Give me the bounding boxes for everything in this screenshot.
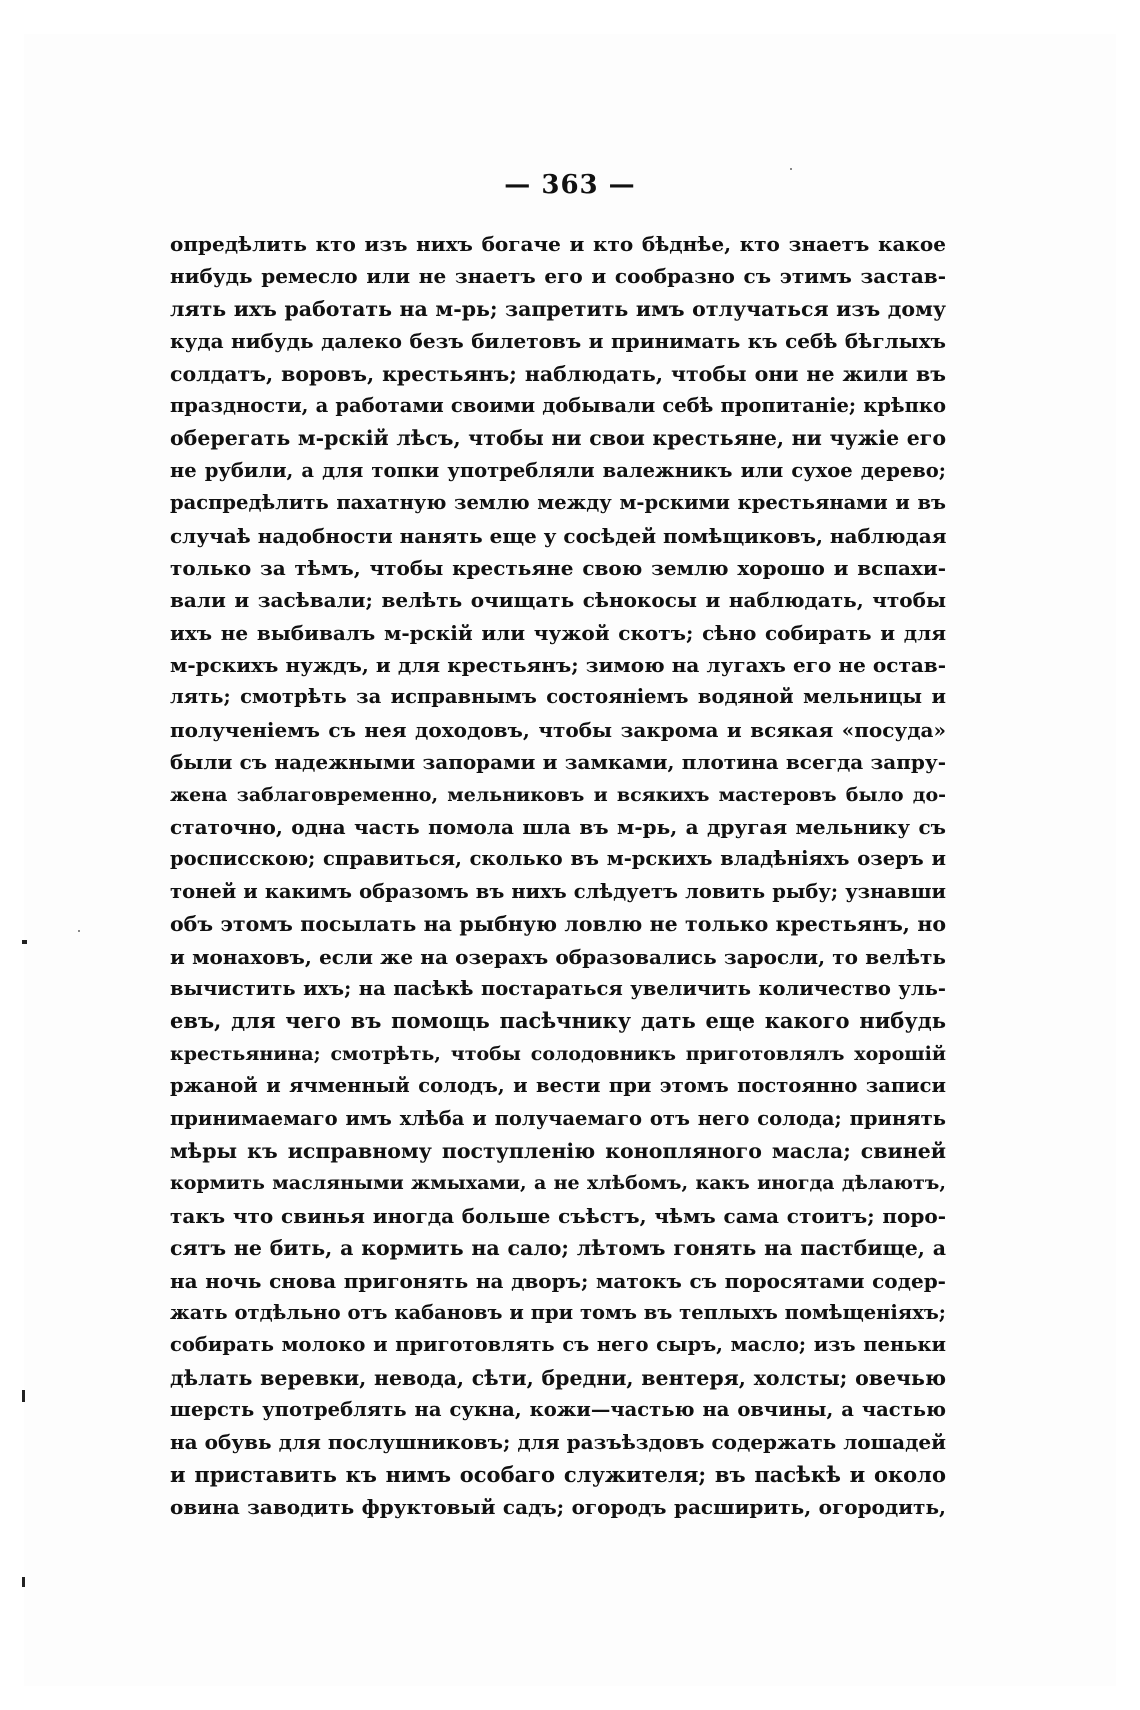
text-line: дѣлать веревки, невода, сѣти, бредни, вентеря, холсты; овечью [170, 1365, 946, 1390]
text-line: овина заводить фруктовый садъ; огородъ расширить, огородить, [170, 1495, 946, 1520]
text-line: объ этомъ посылать на рыбную ловлю не только крестьянъ, но [170, 912, 946, 937]
text-line: опредѣлить кто изъ нихъ богаче и кто бѣднѣе, кто знаетъ какое [170, 232, 946, 256]
text-line: тоней и какимъ образомъ въ нихъ слѣдуетъ ловить рыбу; узнавши [170, 879, 946, 903]
text-line: и монаховъ, если же на озерахъ образовались заросли, то велѣть [170, 944, 946, 969]
text-line: были съ надежными запорами и замками, плотина всегда запру- [170, 750, 946, 775]
text-line: статочно, одна часть помола шла въ м-рь, а другая мельнику съ [170, 815, 946, 840]
text-line: вычистить ихъ; на пасѣкѣ постараться увеличить количество уль- [170, 976, 946, 1000]
text-line: распредѣлить пахатную землю между м-рскими крестьянами и въ [170, 491, 946, 515]
text-line: солдатъ, воровъ, крестьянъ; наблюдать, чтобы они не жили въ [170, 361, 946, 386]
page-number: — 363 — [504, 170, 636, 200]
scan-mark [22, 1577, 25, 1587]
text-line: росписскою; справиться, сколько въ м-рскихъ владѣніяхъ озеръ и [170, 847, 946, 871]
text-line: ихъ не выбивалъ м-рскій или чужой скотъ; сѣно собирать и для [170, 620, 946, 645]
text-line: полученіемъ съ нея доходовъ, чтобы закрома и всякая «посуда» [170, 717, 946, 742]
scan-mark [22, 1390, 25, 1402]
text-line: жать отдѣльно отъ кабановъ и при томъ въ теплыхъ помѣщеніяхъ; [170, 1300, 946, 1324]
text-line: мѣры къ исправному поступленію конопляного масла; свиней [170, 1138, 946, 1163]
text-line: на ночь снова пригонять на дворъ; матокъ съ поросятами содер- [170, 1268, 946, 1293]
text-line: ржаной и ячменный солодъ, и вести при этомъ постоянно записи [170, 1074, 946, 1098]
text-line: праздности, а работами своими добывали себѣ пропитаніе; крѣпко [170, 393, 946, 417]
text-line: куда нибудь далеко безъ билетовъ и принимать къ себѣ бѣглыхъ [170, 329, 946, 354]
text-line: случаѣ надобности нанять еще у сосѣдей помѣщиковъ, наблюдая [170, 523, 946, 548]
text-line: такъ что свинья иногда больше съѣстъ, чѣмъ сама стоитъ; поро- [170, 1203, 946, 1228]
text-line: сятъ не бить, а кормить на сало; лѣтомъ гонять на пастбище, а [170, 1236, 946, 1261]
text-line: жена заблаговременно, мельниковъ и всякихъ мастеровъ было до- [170, 783, 946, 806]
text-line: крестьянина; смотрѣть, чтобы солодовникъ приготовлялъ хорошій [170, 1042, 946, 1065]
body-text [170, 228, 946, 1524]
text-line: собирать молоко и приготовлять съ него сыръ, масло; изъ пеньки [170, 1333, 946, 1357]
scan-speck [78, 930, 80, 932]
text-line: вали и засѣвали; велѣть очищать сѣнокосы и наблюдать, чтобы [170, 588, 946, 613]
text-line: лять ихъ работать на м-рь; запретить имъ отлучаться изъ дому [170, 296, 946, 321]
text-line: кормить масляными жмыхами, а не хлѣбомъ, какъ иногда дѣлаютъ, [170, 1172, 946, 1195]
text-line: только за тѣмъ, чтобы крестьяне свою землю хорошо и вспахи- [170, 555, 946, 580]
text-line: нибудь ремесло или не знаетъ его и сообразно съ этимъ застав- [170, 264, 946, 289]
text-line: не рубили, а для топки употребляли валежникъ или сухое дерево; [170, 458, 946, 482]
text-line: шерсть употреблять на сукна, кожи—частью на овчины, а частью [170, 1398, 946, 1422]
text-line: и приставить къ нимъ особаго служителя; въ пасѣкѣ и около [170, 1461, 946, 1487]
text-line: евъ, для чего въ помощь пасѣчнику дать еще какого нибудь [170, 1008, 946, 1034]
text-line: оберегать м-рскій лѣсъ, чтобы ни свои крестьяне, ни чужіе его [170, 426, 946, 451]
text-line: лять; смотрѣть за исправнымъ состояніемъ водяной мельницы и [170, 685, 946, 709]
text-line: м-рскихъ нуждъ, и для крестьянъ; зимою на лугахъ его не остав- [170, 653, 946, 678]
scan-speck [790, 168, 792, 170]
text-line: принимаемаго имъ хлѣба и получаемаго отъ него солода; принять [170, 1106, 946, 1130]
text-line: на обувь для послушниковъ; для разъѣздовъ содержать лошадей [170, 1430, 946, 1455]
scan-mark [22, 940, 27, 944]
